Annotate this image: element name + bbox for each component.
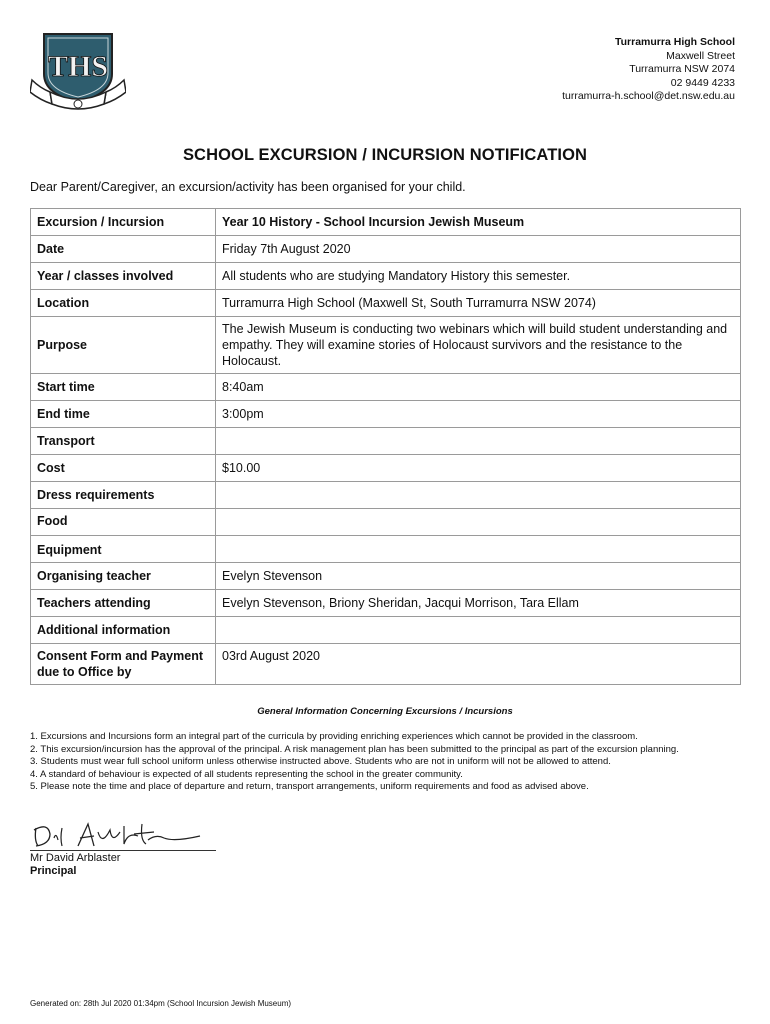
row-label: Date	[31, 236, 216, 263]
row-value: All students who are studying Mandatory History this semester.	[216, 263, 741, 290]
table-row	[31, 509, 741, 536]
address-suburb: Turramurra NSW 2074	[629, 63, 735, 75]
table-row	[31, 590, 741, 617]
row-label: Year / classes involved	[31, 263, 216, 290]
table-row	[31, 617, 741, 644]
row-value: Year 10 History - School Incursion Jewish Museum	[216, 209, 741, 236]
row-label: Start time	[31, 374, 216, 401]
row-value: Evelyn Stevenson	[216, 563, 741, 590]
row-value: 3:00pm	[216, 401, 741, 428]
list-item: 4. A standard of behaviour is expected of all students representing the school in the greater community.	[30, 768, 463, 780]
excursion-details-table	[30, 208, 741, 685]
row-label: Location	[31, 290, 216, 317]
table-row	[31, 428, 741, 455]
row-label: Consent Form and Payment due to Office by	[31, 644, 216, 685]
table-row	[31, 563, 741, 590]
table-row	[31, 374, 741, 401]
row-value: $10.00	[216, 455, 741, 482]
row-label: Purpose	[31, 317, 216, 374]
table-row	[31, 209, 741, 236]
school-address-block	[562, 36, 735, 104]
principal-signature	[30, 818, 220, 850]
row-value	[216, 509, 741, 536]
list-item: 5. Please note the time and place of departure and return, transport arrangements, uniform requirements and food as advised above.	[30, 781, 589, 792]
school-name: Turramurra High School	[615, 36, 735, 48]
row-label: Equipment	[31, 536, 216, 563]
table-row	[31, 482, 741, 509]
row-value	[216, 428, 741, 455]
row-label: Cost	[31, 455, 216, 482]
row-label: Food	[31, 509, 216, 536]
row-value: Friday 7th August 2020	[216, 236, 741, 263]
general-info-list	[30, 731, 745, 794]
table-row	[31, 263, 741, 290]
table-row	[31, 401, 741, 428]
list-item: 1. Excursions and Incursions form an integral part of the curricula by providing enriching experiences which cannot be provided in the classroom.	[30, 731, 638, 742]
row-value	[216, 617, 741, 644]
row-value: Turramurra High School (Maxwell St, South Turramurra NSW 2074)	[216, 290, 741, 317]
row-label: Organising teacher	[31, 563, 216, 590]
signer-name: Mr David Arblaster	[30, 852, 121, 864]
row-value: Evelyn Stevenson, Briony Sheridan, Jacqui Morrison, Tara Ellam	[216, 590, 741, 617]
row-value: 03rd August 2020	[216, 644, 741, 685]
generated-footer: Generated on: 28th Jul 2020 01:34pm (School Incursion Jewish Museum)	[30, 999, 292, 1008]
row-label: Teachers attending	[31, 590, 216, 617]
signer-role: Principal	[30, 865, 77, 877]
table-row	[31, 644, 741, 685]
list-item: 3. Students must wear full school uniform unless otherwise instructed above. Students who are not in uniform will not be allowed to attend.	[30, 756, 611, 767]
signature-line	[30, 850, 216, 851]
row-value: 8:40am	[216, 374, 741, 401]
general-info-title: General Information Concerning Excursions / Incursions	[257, 706, 513, 717]
row-label: Dress requirements	[31, 482, 216, 509]
school-crest-logo	[30, 28, 126, 110]
table-row	[31, 236, 741, 263]
address-email: turramurra-h.school@det.nsw.edu.au	[562, 90, 735, 102]
row-value	[216, 536, 741, 563]
table-row	[31, 290, 741, 317]
address-street: Maxwell Street	[666, 49, 735, 62]
table-row	[31, 317, 741, 374]
signer-block	[30, 852, 120, 878]
row-label: Transport	[31, 428, 216, 455]
table-row	[31, 536, 741, 563]
row-value	[216, 482, 741, 509]
intro-text: Dear Parent/Caregiver, an excursion/activity has been organised for your child.	[30, 180, 466, 194]
row-label: Additional information	[31, 617, 216, 644]
row-label: Excursion / Incursion	[31, 209, 216, 236]
address-phone: 02 9449 4233	[670, 76, 735, 89]
row-value: The Jewish Museum is conducting two webinars which will build student understanding and empathy. They will examine stories of Holocaust survivors and the resistance to the Holocaust.	[216, 317, 741, 374]
svg-text:THS: THS	[47, 50, 109, 83]
document-title: SCHOOL EXCURSION / INCURSION NOTIFICATION	[182, 146, 588, 164]
list-item: 2. This excursion/incursion has the approval of the principal. A risk management plan has been submitted to the principal as part of the excursion planning.	[30, 743, 679, 755]
table-row	[31, 455, 741, 482]
row-label: End time	[31, 401, 216, 428]
